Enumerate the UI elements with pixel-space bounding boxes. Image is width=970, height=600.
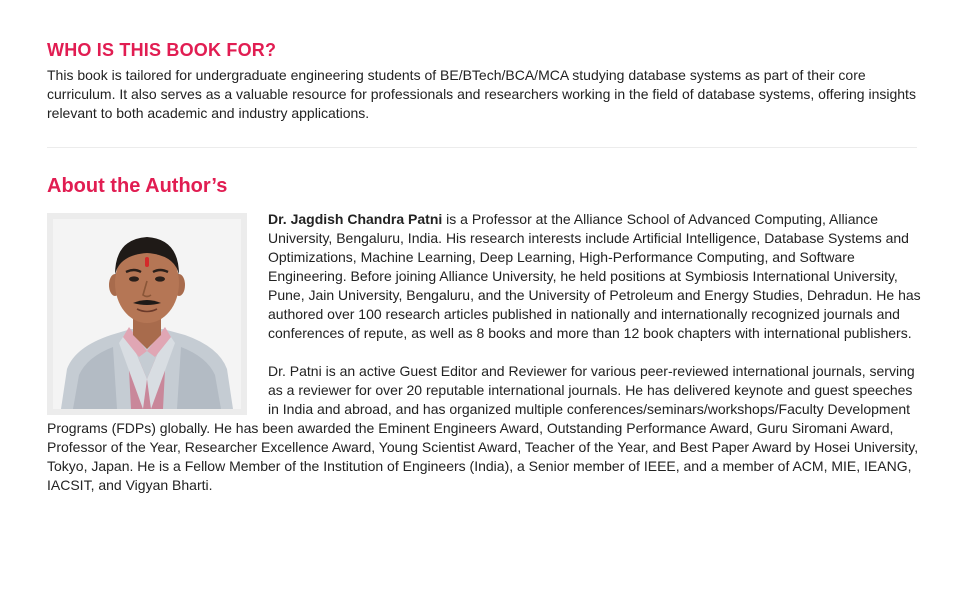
author-name: Dr. Jagdish Chandra Patni (268, 211, 443, 227)
author-section (47, 210, 923, 514)
author-bio-intro: is a Professor at the Alliance School of Advanced Computing, Alliance University, Bengaluru, India. His research interests include Artificial Intelligence, Database Systems and Optimizations, Machine Learning, Deep Learning, High-Performance Computing, and Software Engineering. Before joining Alliance University, he held positions at Symbiosis International University, Pune, Jain University, Bengaluru, and the University of Petroleum and Energy Studies, Dehradun. He has authored over 100 research articles published in nationally and internationally recognized journals and conferences of repute, as well as 8 books and more than 12 book chapters with international publishers. (268, 211, 921, 341)
who-is-this-book-for-heading: WHO IS THIS BOOK FOR? (47, 40, 277, 60)
author-photo-frame (47, 213, 247, 415)
about-author-heading: About the Author’s (47, 175, 228, 197)
section-divider (47, 147, 917, 148)
author-photo (53, 219, 241, 409)
author-bio-second-paragraph: Dr. Patni is an active Guest Editor and Reviewer for various peer-reviewed international journals, serving as a reviewer for over 20 reputable international journals. He has delivered keynote and guest speeches in India and abroad, and has organized multiple conferences/seminars/workshops/Faculty Development Programs (FDPs) globally. He has been awarded the Eminent Engineers Award, Outstanding Performance Award, Guru Siromani Award, Professor of the Year, Researcher Excellence Award, Young Scientist Award, Teacher of the Year, and Best Paper Award by Hosei University, Tokyo, Japan. He is a Fellow Member of the Institution of Engineers (India), a Senior member of IEEE, and a member of ACM, MIE, IEANG, IACSIT, and Vigyan Bharti. (47, 363, 919, 493)
audience-description: This book is tailored for undergraduate engineering students of BE/BTech/BCA/MCA studying database systems as part of their core curriculum. It also serves as a valuable resource for professionals and researchers working in the field of database systems, offering insights relevant to both academic and industry applications. (47, 67, 916, 121)
